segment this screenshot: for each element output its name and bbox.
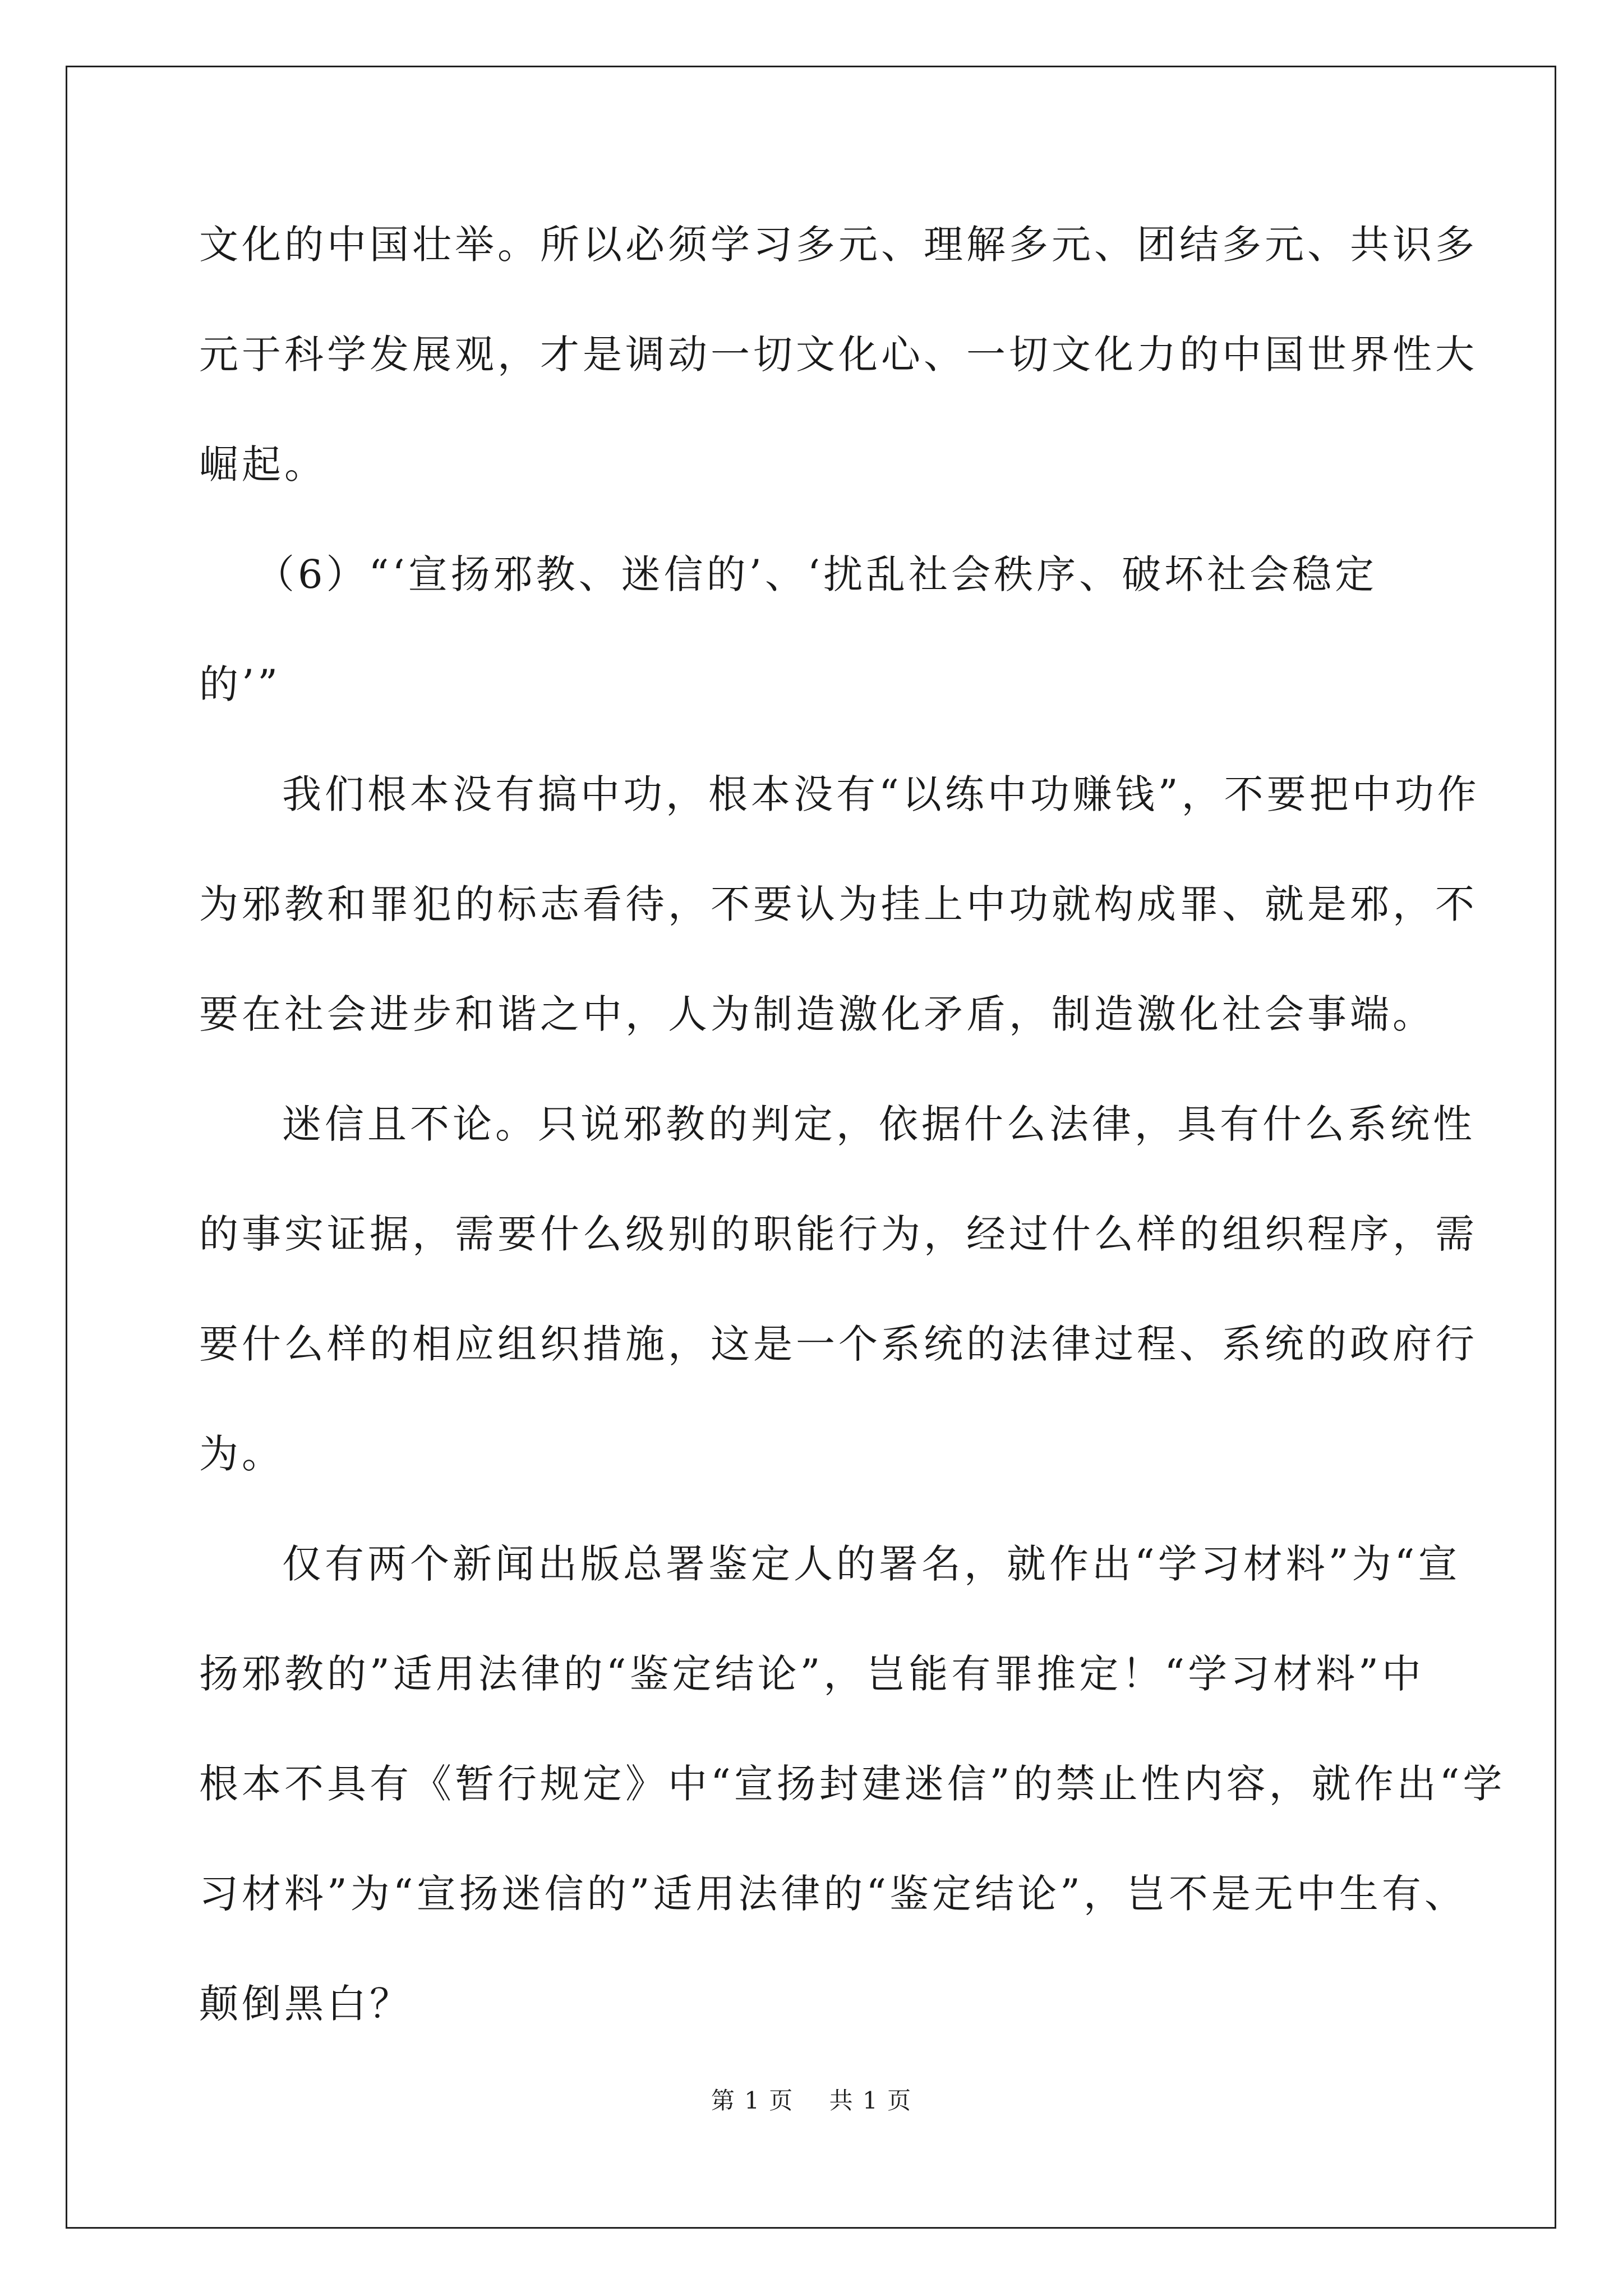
text-line: 的’” [199,661,282,707]
text-line: 文化的中国壮举。所以必须学习多元、理解多元、团结多元、共识多 [199,222,1478,268]
page-footer [0,2082,1623,2116]
text-line: 的事实证据，需要什么级别的职能行为，经过什么样的组织程序，需 [199,1211,1478,1257]
text-line: 根本不具有《暂行规定》中“宣扬封建迷信”的禁止性内容，就作出“学 [199,1761,1506,1807]
text-line: （6）“‘宣扬邪教、迷信的’、‘扰乱社会秩序、破坏社会稳定 [255,551,1378,597]
text-line: 崛起。 [199,441,327,487]
text-line: 颠倒黑白？ [199,1981,412,2027]
text-line: 扬邪教的”适用法律的“鉴定结论”，岂能有罪推定！“学习材料”中 [199,1651,1424,1697]
text-line: 习材料”为“宣扬迷信的”适用法律的“鉴定结论”，岂不是无中生有、 [199,1871,1467,1917]
text-line: 要在社会进步和谐之中，人为制造激化矛盾，制造激化社会事端。 [199,991,1435,1037]
page-number: 第 1 页 [711,2087,794,2114]
page-total: 共 1 页 [829,2087,912,2114]
text-line: 迷信且不论。只说邪教的判定，依据什么法律，具有什么系统性 [282,1101,1476,1147]
text-line: 我们根本没有搞中功，根本没有“以练中功赚钱”，不要把中功作 [282,771,1480,817]
text-line: 为邪教和罪犯的标志看待，不要认为挂上中功就构成罪、就是邪，不 [199,881,1478,927]
text-line: 仅有两个新闻出版总署鉴定人的署名，就作出“学习材料”为“宣 [282,1541,1461,1587]
text-line: 要什么样的相应组织措施，这是一个系统的法律过程、系统的政府行 [199,1321,1478,1367]
text-line: 为。 [199,1431,284,1477]
document-body [199,190,1506,2059]
text-line: 元于科学发展观，才是调动一切文化心、一切文化力的中国世界性大 [199,332,1478,378]
